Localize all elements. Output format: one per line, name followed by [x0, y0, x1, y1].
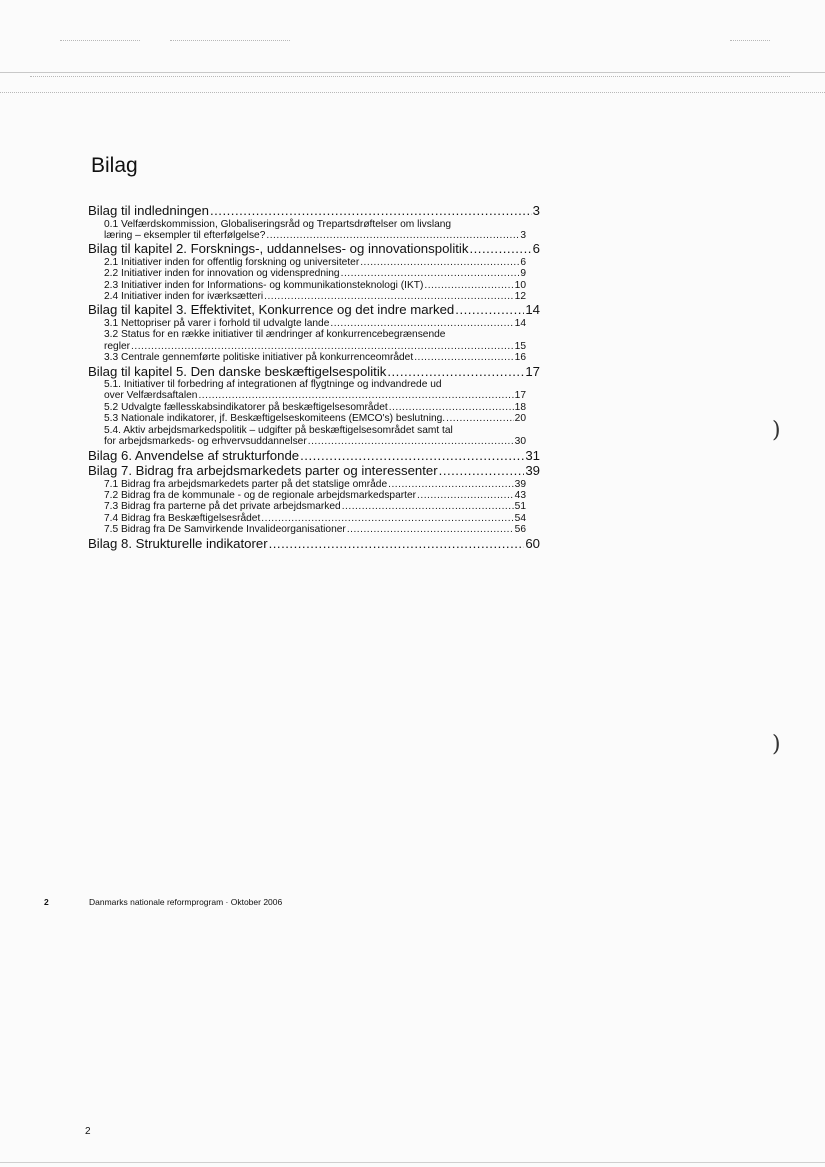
toc-page-number: 3 [532, 203, 540, 218]
toc-page-number: 54 [514, 512, 526, 524]
toc-page-number: 12 [514, 291, 526, 303]
toc-page-number: 39 [525, 463, 540, 478]
toc-entry-text: 2.1 Initiativer inden for offentlig forskning og universiteter [104, 256, 360, 268]
scan-artifact [170, 40, 290, 41]
toc-entry-text: 3.1 Nettopriser på varer i forhold til udvalgte lande [104, 317, 330, 329]
dot-leader [439, 463, 525, 479]
toc-page-number: 6 [520, 256, 526, 268]
dot-leader [347, 524, 514, 535]
toc-subsection[interactable] [88, 425, 526, 448]
toc-page-number: 20 [514, 413, 526, 425]
dot-leader [266, 230, 519, 241]
dot-leader [455, 302, 524, 318]
toc-subsection[interactable] [88, 318, 526, 329]
toc-section[interactable] [88, 203, 540, 219]
toc-entry-text: over Velfærdsaftalen [104, 390, 198, 402]
scan-artifact [60, 40, 140, 41]
toc-subsection[interactable] [88, 379, 526, 402]
toc-entry-text: 7.1 Bidrag fra arbejdsmarkedets parter på det statslige område [104, 478, 388, 490]
toc-section[interactable] [88, 364, 540, 380]
toc-entry-text: for arbejdsmarkeds- og erhvervsuddannelser [104, 436, 307, 448]
dot-leader [446, 413, 514, 424]
toc-page-number: 3 [520, 229, 526, 241]
toc-entry-text: 3.3 Centrale gennemførte politiske initiativer på konkurrenceområdet [104, 352, 414, 364]
toc-section[interactable] [88, 448, 540, 464]
toc-page-number: 10 [514, 279, 526, 291]
footer-page-number: 2 [44, 897, 49, 907]
dot-leader [414, 352, 513, 363]
toc-entry-text: 2.3 Initiativer inden for Informations- og kommunikationsteknologi (IKT) [104, 279, 424, 291]
toc-entry-text: regler [104, 340, 131, 352]
toc-subsection[interactable] [88, 479, 526, 490]
dot-leader [341, 268, 520, 279]
dot-leader [330, 318, 513, 329]
toc-page-number: 56 [514, 524, 526, 536]
toc-entry-text: 5.2 Udvalgte fællesskabsindikatorer på beskæftigelsesområdet [104, 401, 388, 413]
toc-page-number: 43 [514, 489, 526, 501]
bottom-page-number: 2 [85, 1126, 91, 1137]
dot-leader [342, 501, 514, 512]
toc-entry-text-line: 5.1. Initiativer til forbedring af integrationen af flygtninge og indvandrede ud [104, 379, 442, 391]
toc-entry-text: 2.2 Initiativer inden for innovation og videnspredning [104, 268, 340, 280]
scan-artifact [0, 72, 825, 73]
scan-mark: ) [772, 732, 781, 757]
dot-leader [264, 291, 514, 302]
toc-subsection[interactable] [88, 513, 526, 524]
toc-entry-text: 5.3 Nationale indikatorer, jf. Beskæftigelseskomiteens (EMCO's) beslutning. [104, 413, 446, 425]
dot-leader [131, 341, 514, 352]
toc-page-number: 17 [514, 390, 526, 402]
toc-page-number: 60 [525, 535, 540, 551]
toc-section[interactable] [88, 302, 540, 318]
toc-subsection[interactable] [88, 329, 526, 352]
toc-entry-text: Bilag til kapitel 2. Forsknings-, uddannelses- og innovationspolitik [88, 241, 469, 257]
table-of-contents [88, 203, 540, 551]
toc-page-number: 17 [525, 363, 540, 379]
toc-entry-text: Bilag til kapitel 3. Effektivitet, Konkurrence og det indre marked [88, 302, 455, 318]
footer-text: Danmarks nationale reformprogram · Oktober 2006 [89, 897, 283, 907]
dot-leader [300, 448, 524, 464]
toc-page-number: 6 [532, 241, 540, 257]
toc-entry-text: 7.3 Bidrag fra parterne på det private arbejdsmarked [104, 501, 341, 513]
dot-leader [360, 257, 519, 268]
toc-entry-text-line: 5.4. Aktiv arbejdsmarkedspolitik – udgifter på beskæftigelsesområdet samt tal [104, 424, 453, 436]
scan-artifact [30, 76, 790, 77]
toc-entry-text-line: 0.1 Velfærdskommission, Globaliseringsråd og Trepartsdrøftelser om livslang [104, 218, 452, 230]
dot-leader [389, 402, 514, 413]
dot-leader [261, 513, 513, 524]
toc-page-number: 16 [514, 352, 526, 364]
toc-subsection[interactable] [88, 524, 526, 535]
toc-entry-text: læring – eksempler til efterfølgelse? [104, 229, 266, 241]
toc-entry-text: Bilag 6. Anvendelse af strukturfonde [88, 447, 300, 463]
toc-entry-text: Bilag 7. Bidrag fra arbejdsmarkedets parter og interessenter [88, 463, 438, 478]
scan-artifact [0, 92, 825, 93]
toc-entry-text: 2.4 Initiativer inden for iværksætteri [104, 291, 264, 303]
toc-subsection[interactable] [88, 291, 526, 302]
toc-subsection[interactable] [88, 413, 526, 424]
toc-subsection[interactable] [88, 352, 526, 363]
dot-leader [198, 390, 513, 401]
toc-page-number: 39 [514, 478, 526, 490]
page-title: Bilag [91, 154, 138, 177]
dot-leader [269, 536, 525, 552]
toc-subsection[interactable] [88, 268, 526, 279]
toc-subsection[interactable] [88, 501, 526, 512]
toc-entry-text: Bilag til indledningen [88, 203, 209, 218]
toc-entry-text: 7.4 Bidrag fra Beskæftigelsesrådet [104, 512, 261, 524]
toc-subsection[interactable] [88, 490, 526, 501]
toc-page-number: 51 [514, 501, 526, 513]
toc-section[interactable] [88, 463, 540, 479]
toc-entry-text: 7.5 Bidrag fra De Samvirkende Invalideorganisationer [104, 524, 346, 536]
toc-page-number: 9 [520, 268, 526, 280]
dot-leader [210, 203, 532, 219]
toc-page-number: 15 [514, 340, 526, 352]
toc-section[interactable] [88, 241, 540, 257]
toc-subsection[interactable] [88, 280, 526, 291]
toc-page-number: 18 [514, 401, 526, 413]
toc-subsection[interactable] [88, 402, 526, 413]
dot-leader [387, 364, 524, 380]
toc-subsection[interactable] [88, 219, 526, 242]
toc-page-number: 14 [525, 302, 540, 318]
scan-artifact [730, 40, 770, 41]
toc-entry-text: 7.2 Bidrag fra de kommunale - og de regionale arbejdsmarkedsparter [104, 489, 417, 501]
toc-entry-text-line: 3.2 Status for en række initiativer til ændringer af konkurrencebegrænsende [104, 329, 446, 341]
toc-entry-text: Bilag 8. Strukturelle indikatorer [88, 535, 268, 551]
dot-leader [388, 479, 514, 490]
toc-page-number: 14 [514, 317, 526, 329]
toc-page-number: 31 [525, 447, 540, 463]
dot-leader [469, 241, 531, 257]
toc-page-number: 30 [514, 436, 526, 448]
toc-subsection[interactable] [88, 257, 526, 268]
page-edge [0, 1162, 825, 1163]
dot-leader [424, 280, 513, 291]
toc-entry-text: Bilag til kapitel 5. Den danske beskæftigelsespolitik [88, 363, 387, 379]
toc-section[interactable] [88, 536, 540, 552]
scan-mark: ) [772, 418, 781, 443]
dot-leader [308, 436, 514, 447]
dot-leader [417, 490, 514, 501]
